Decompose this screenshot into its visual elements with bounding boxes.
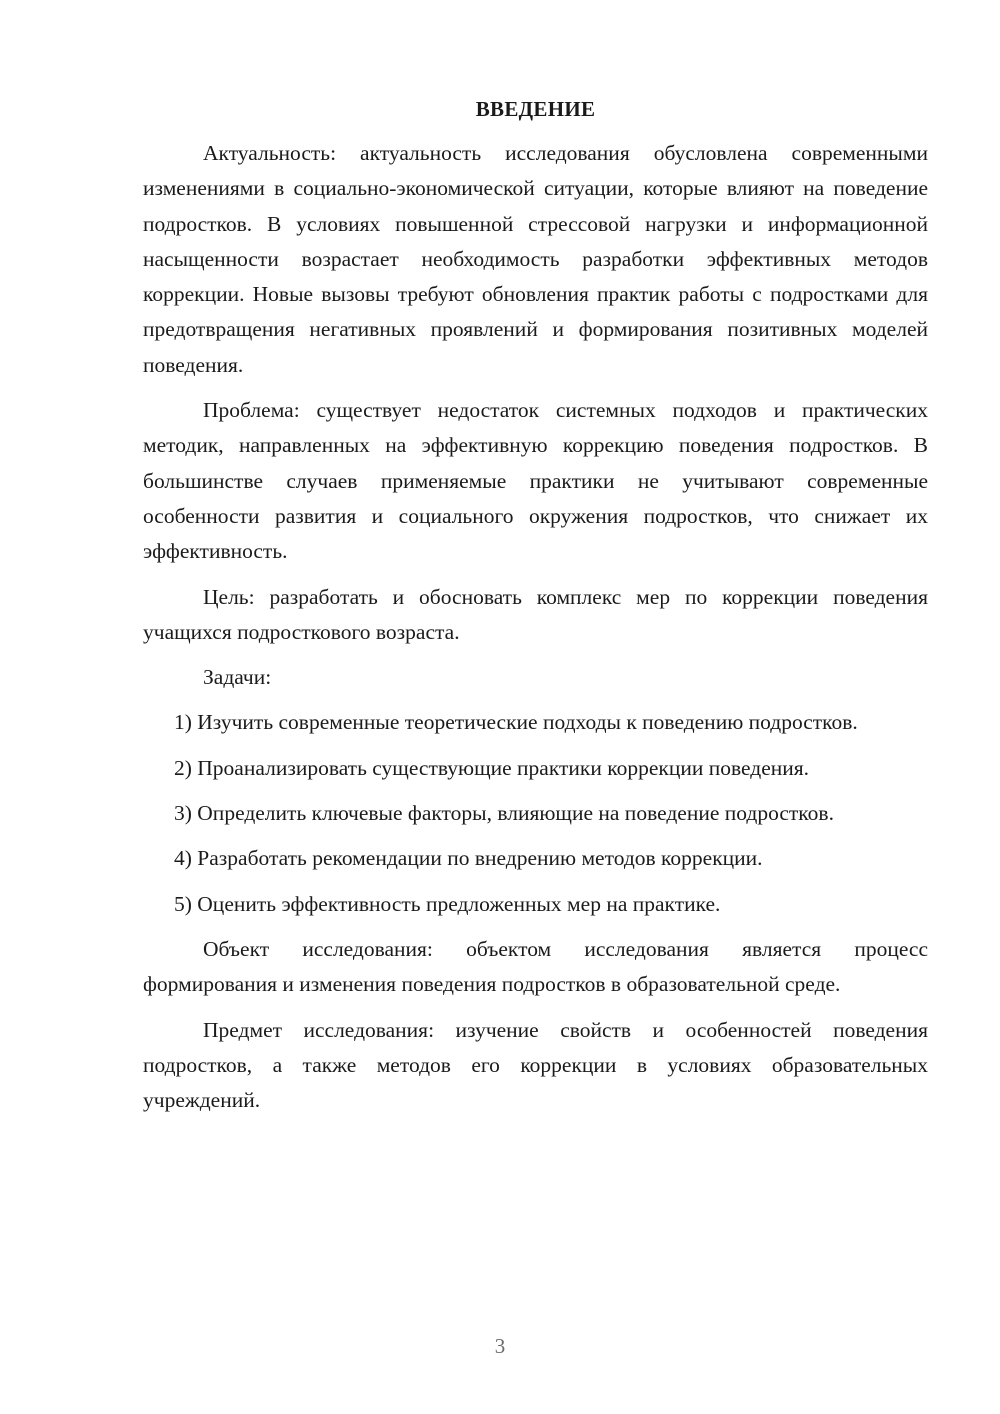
tasks-heading: Задачи: xyxy=(203,665,272,690)
page-number: 3 xyxy=(494,1334,506,1358)
document-page xyxy=(143,92,928,1128)
task-item-2: 2) Проанализировать существующие практики коррекции поведения. xyxy=(174,755,810,780)
object-paragraph: Объект исследования: объектом исследования является процесс формирования и изменения поведения подростков в образовательной среде. xyxy=(143,936,928,997)
goal-paragraph: Цель: разработать и обосновать комплекс мер по коррекции поведения учащихся подросткового возраста. xyxy=(143,584,928,644)
subject-paragraph: Предмет исследования: изучение свойств и особенностей поведения подростков, а также методов его коррекции в условиях образовательных учреждений. xyxy=(143,1017,928,1113)
section-title: ВВЕДЕНИЕ xyxy=(475,97,596,121)
task-item-4: 4) Разработать рекомендации по внедрению методов коррекции. xyxy=(174,846,763,871)
relevance-paragraph: Актуальность: актуальность исследования обусловлена современными изменениями в социально-экономической ситуации, которые влияют на поведение подростков. В условиях повышенной стрессовой нагрузки и информационной насыщенности возрастает необходимость разработки эффективных методов коррекции. Новые вызовы требуют обновления практик работы с подростками для предотвращения негативных проявлений и формирования позитивных моделей поведения. xyxy=(143,141,928,377)
problem-paragraph: Проблема: существует недостаток системных подходов и практических методик, направленных на эффективную коррекцию поведения подростков. В большинстве случаев применяемые практики не учитывают современные особенности развития и социального окружения подростков, что снижает их эффективность. xyxy=(143,398,928,564)
task-item-5: 5) Оценить эффективность предложенных мер на практике. xyxy=(174,891,721,916)
task-item-1: 1) Изучить современные теоретические подходы к поведению подростков. xyxy=(174,710,858,735)
task-item-3: 3) Определить ключевые факторы, влияющие на поведение подростков. xyxy=(174,801,834,826)
